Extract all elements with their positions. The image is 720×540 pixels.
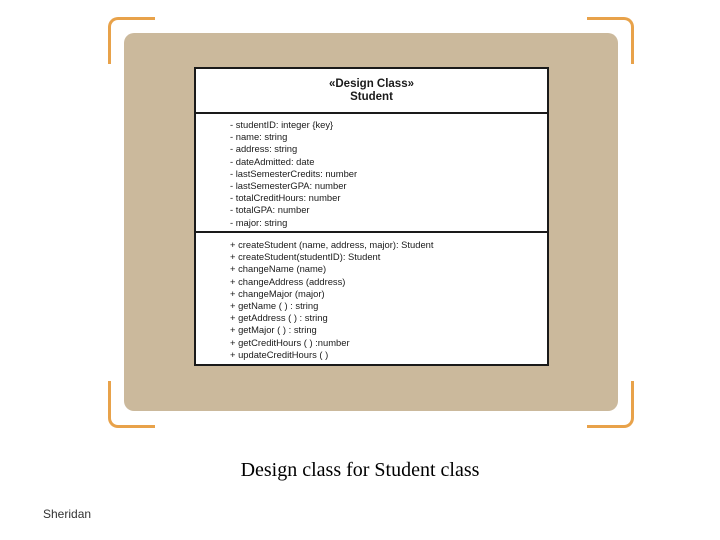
- uml-operation: + getMajor ( ) : string: [230, 324, 317, 336]
- uml-attributes: [196, 114, 547, 233]
- uml-attribute: - totalGPA: number: [230, 204, 310, 216]
- uml-class-box: [194, 67, 549, 366]
- uml-attribute: - name: string: [230, 131, 288, 143]
- uml-class-header: [196, 69, 547, 114]
- slide-caption: Design class for Student class: [240, 459, 480, 481]
- footer-text: Sheridan: [43, 507, 92, 521]
- uml-operation: + updateCreditHours ( ): [230, 348, 329, 360]
- uml-attribute: - studentID: integer {key}: [230, 119, 334, 130]
- corner-bracket-bottom-right: [587, 381, 634, 428]
- uml-operations: [196, 233, 547, 361]
- uml-operation: + changeMajor (major): [230, 287, 325, 299]
- uml-operation: + getAddress ( ) : string: [230, 312, 328, 324]
- uml-attribute: - totalCreditHours: number: [230, 192, 341, 204]
- corner-bracket-bottom-left: [108, 381, 155, 428]
- uml-attribute: - lastSemesterGPA: number: [230, 180, 347, 192]
- uml-operation: + createStudent (name, address, major): Student: [230, 239, 434, 250]
- uml-operation: + changeName (name): [230, 263, 327, 275]
- uml-operation: + getCreditHours ( ) :number: [230, 336, 350, 348]
- uml-attribute: - dateAdmitted: date: [230, 155, 315, 167]
- uml-stereotype: «Design Class»: [328, 77, 414, 90]
- uml-operation: + createStudent(studentID): Student: [230, 251, 381, 263]
- uml-class-name: Student: [350, 90, 393, 103]
- corner-bracket-top-left: [108, 17, 155, 64]
- uml-operation: + getName ( ) : string: [230, 300, 319, 312]
- uml-operation: + changeAddress (address): [230, 275, 346, 287]
- uml-attribute: - lastSemesterCredits: number: [230, 167, 358, 179]
- uml-attribute: - major: string: [230, 216, 288, 228]
- uml-attribute: - address: string: [230, 143, 298, 155]
- corner-bracket-top-right: [587, 17, 634, 64]
